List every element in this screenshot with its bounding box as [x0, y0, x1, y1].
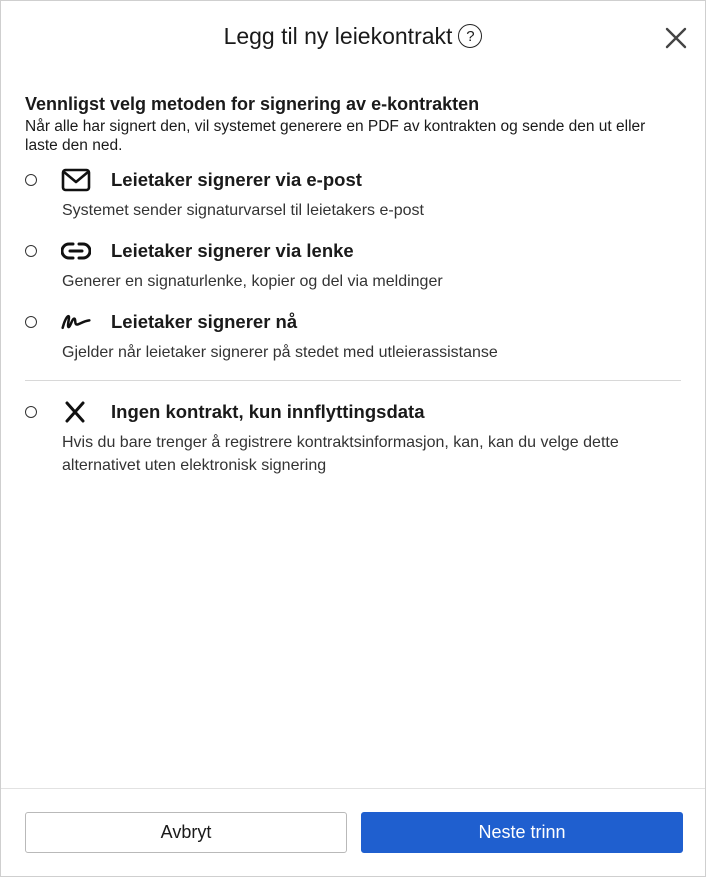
option-no-contract-description: Hvis du bare trenger å registrere kontraktsinformasjon, kan, kan du velge dette alternativet uten elektronisk signering	[62, 434, 619, 474]
close-icon	[663, 25, 689, 51]
envelope-icon	[61, 167, 91, 193]
title-wrap	[224, 23, 483, 50]
options-divider	[25, 380, 681, 381]
intro-title: Vennligst velg metoden for signering av e-kontrakten	[25, 94, 480, 114]
radio-email[interactable]	[25, 174, 37, 186]
option-sign-now-description: Gjelder når leietaker signerer på stedet med utleierassistanse	[62, 344, 498, 361]
dialog-header	[1, 1, 705, 71]
radio-no-contract[interactable]	[25, 406, 37, 418]
link-icon	[61, 238, 91, 264]
dialog-title: Legg til ny leiekontrakt	[223, 22, 453, 49]
radio-sign-now[interactable]	[25, 316, 37, 328]
next-step-button[interactable]: Neste trinn	[361, 812, 683, 853]
x-icon	[61, 399, 91, 425]
option-link-title: Leietaker signerer via lenke	[111, 240, 354, 261]
intro-section	[25, 93, 681, 155]
cancel-button[interactable]: Avbryt	[25, 812, 347, 853]
signature-icon	[61, 309, 91, 335]
close-button[interactable]	[663, 25, 689, 51]
option-no-contract-title: Ingen kontrakt, kun innflyttingsdata	[111, 401, 425, 422]
option-sign-now-title: Leietaker signerer nå	[111, 311, 298, 332]
footer-divider	[1, 788, 705, 789]
option-email-description: Systemet sender signaturvarsel til leietakers e-post	[62, 202, 424, 219]
intro-text: Når alle har signert den, vil systemet generere en PDF av kontrakten og sende den ut eller laste den ned.	[25, 118, 646, 154]
option-link-description: Generer en signaturlenke, kopier og del via meldinger	[62, 273, 443, 290]
radio-link[interactable]	[25, 245, 37, 257]
question-circle-icon[interactable]: ?	[458, 24, 482, 48]
option-email-title: Leietaker signerer via e-post	[111, 169, 362, 190]
